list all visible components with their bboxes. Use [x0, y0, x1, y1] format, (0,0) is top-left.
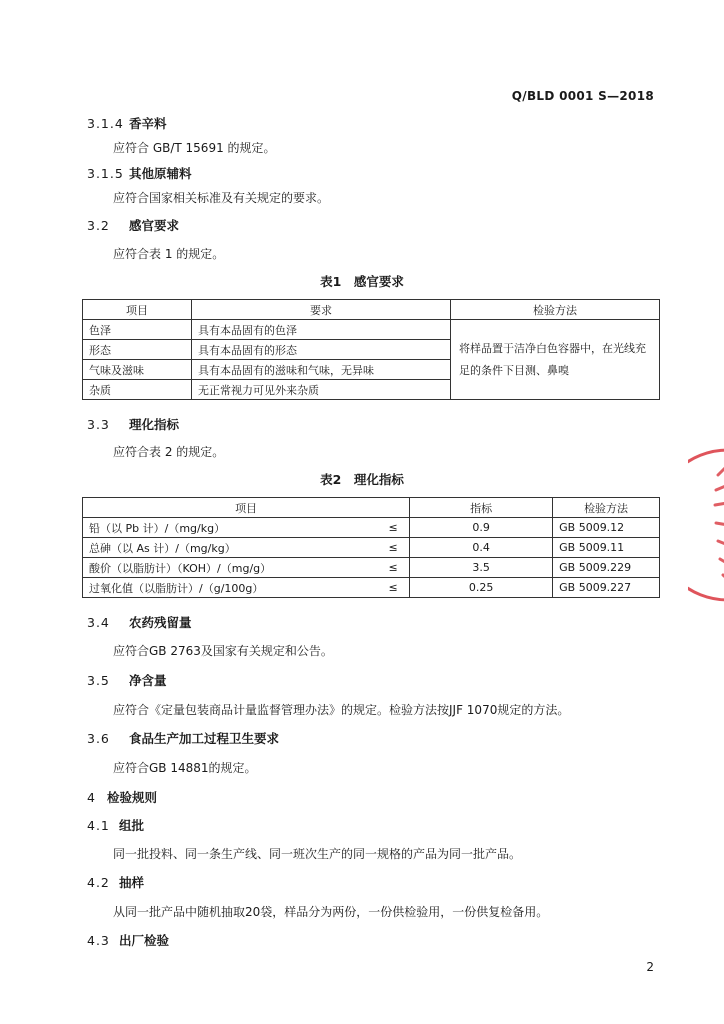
- table-header-row: [83, 498, 660, 518]
- section-text-3-5: 应符合《定量包装商品计量监督管理办法》的规定。检验方法按JJF 1070规定的方法。: [113, 703, 570, 717]
- table-cell-item: 形态: [83, 340, 192, 360]
- table-header-cell: 检验方法: [451, 300, 660, 320]
- table1-caption: 表1 感官要求: [320, 274, 404, 289]
- table-row: [83, 518, 660, 538]
- table-cell-method: GB 5009.11: [553, 538, 660, 558]
- page-number: 2: [646, 960, 654, 974]
- table-cell-requirement: 具有本品固有的形态: [192, 340, 451, 360]
- table-cell-operator: ≤: [377, 578, 410, 598]
- table-header-row: [83, 300, 660, 320]
- table-cell-item: 铅（以 Pb 计）/（mg/kg）: [83, 518, 378, 538]
- section-text-4-2: 从同一批产品中随机抽取20袋，样品分为两份，一份供检验用，一份供复检备用。: [113, 905, 549, 919]
- section-heading-4: 4 检验规则: [87, 790, 158, 805]
- section-heading-3-4: 3.4 农药残留量: [87, 615, 192, 630]
- table-header-cell: 项目: [83, 300, 192, 320]
- table-header-cell: 要求: [192, 300, 451, 320]
- table-cell-item: 过氧化值（以脂肪计）/（g/100g）: [83, 578, 378, 598]
- section-text-4-1: 同一批投料、同一条生产线、同一班次生产的同一规格的产品为同一批产品。: [113, 847, 522, 861]
- table-header-cell: 指标: [410, 498, 553, 518]
- section-text-3-4: 应符合GB 2763及国家有关规定和公告。: [113, 644, 333, 658]
- section-heading-3-3: 3.3 理化指标: [87, 417, 180, 432]
- table-cell-requirement: 具有本品固有的色泽: [192, 320, 451, 340]
- table-header-cell: 项目: [83, 498, 410, 518]
- table-row: [83, 538, 660, 558]
- table-cell-item: 杂质: [83, 380, 192, 400]
- table-cell-value: 0.25: [410, 578, 553, 598]
- table-header-cell: 检验方法: [553, 498, 660, 518]
- section-heading-4-2: 4.2 抽样: [87, 875, 145, 890]
- section-text-3-3: 应符合表 2 的规定。: [113, 445, 225, 459]
- section-text-3-2: 应符合表 1 的规定。: [113, 247, 225, 261]
- section-heading-3-2: 3.2 感官要求: [87, 218, 180, 233]
- table-cell-item: 气味及滋味: [83, 360, 192, 380]
- table-cell-operator: ≤: [377, 518, 410, 538]
- table-cell-item: 色泽: [83, 320, 192, 340]
- section-heading-3-6: 3.6 食品生产加工过程卫生要求: [87, 731, 280, 746]
- table-row: [83, 320, 660, 340]
- table-row: [83, 558, 660, 578]
- table-cell-value: 0.4: [410, 538, 553, 558]
- table2-caption: 表2 理化指标: [320, 472, 404, 487]
- table-cell-method: GB 5009.229: [553, 558, 660, 578]
- section-text-3-1-4: 应符合 GB/T 15691 的规定。: [113, 141, 276, 155]
- sensory-table: [82, 299, 660, 400]
- physicochemical-table: [82, 497, 660, 598]
- document-code: Q/BLD 0001 S—2018: [511, 89, 654, 103]
- table-row: [83, 578, 660, 598]
- section-heading-4-3: 4.3 出厂检验: [87, 933, 170, 948]
- section-heading-3-1-5: 3.1.5 其他原辅料: [87, 166, 192, 181]
- table-cell-requirement: 无正常视力可见外来杂质: [192, 380, 451, 400]
- table-cell-value: 0.9: [410, 518, 553, 538]
- table-cell-requirement: 具有本品固有的滋味和气味，无异味: [192, 360, 451, 380]
- seal-stamp: [688, 445, 724, 605]
- section-heading-3-1-4: 3.1.4 香辛料: [87, 116, 167, 131]
- table-cell-operator: ≤: [377, 558, 410, 578]
- table-cell-method: GB 5009.227: [553, 578, 660, 598]
- table-cell-item: 总砷（以 As 计）/（mg/kg）: [83, 538, 378, 558]
- section-heading-4-1: 4.1 组批: [87, 818, 145, 833]
- table-cell-item: 酸价（以脂肪计）（KOH）/（mg/g）: [83, 558, 378, 578]
- table-cell-operator: ≤: [377, 538, 410, 558]
- section-heading-3-5: 3.5 净含量: [87, 673, 167, 688]
- table-cell-method: 将样品置于洁净白色容器中，在光线充足的条件下目测、鼻嗅: [451, 320, 660, 400]
- table-cell-value: 3.5: [410, 558, 553, 578]
- section-text-3-1-5: 应符合国家相关标准及有关规定的要求。: [113, 191, 330, 205]
- table-cell-method: GB 5009.12: [553, 518, 660, 538]
- section-text-3-6: 应符合GB 14881的规定。: [113, 761, 257, 775]
